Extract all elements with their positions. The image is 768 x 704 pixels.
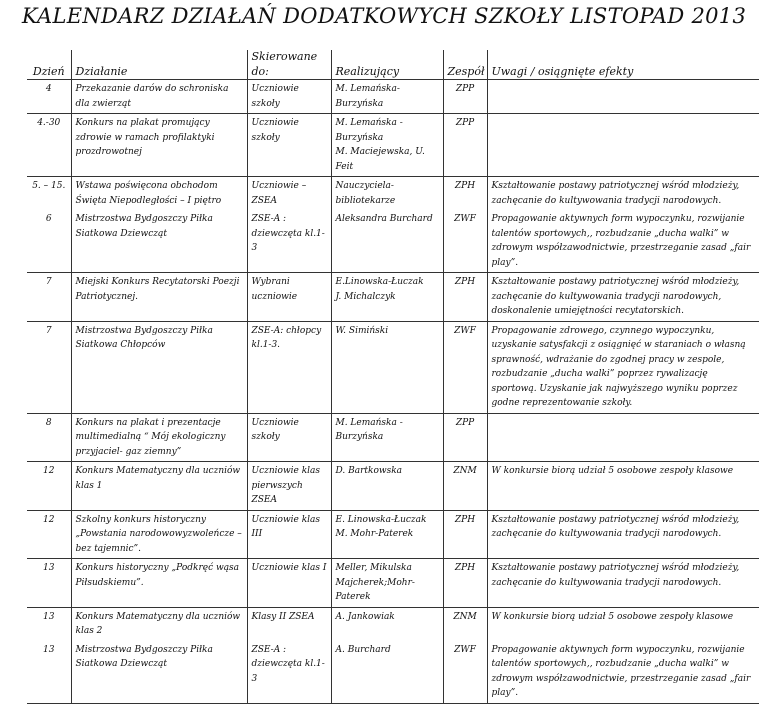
target-cell: Uczniowie klas I xyxy=(247,559,331,608)
by-cell: M. Lemańska - Burzyńska xyxy=(331,413,443,462)
team-cell: ZPP xyxy=(443,413,487,462)
notes-cell: W konkursie biorą udział 5 osobowe zespoły klasowe xyxy=(487,462,759,511)
table-row xyxy=(27,114,759,177)
by-cell: E.Linowska-Łuczak J. Michalczyk xyxy=(331,273,443,322)
header-action: Działanie xyxy=(71,50,247,80)
team-cell: ZWF xyxy=(443,641,487,704)
notes-cell xyxy=(487,114,759,177)
target-cell: Klasy II ZSEA xyxy=(247,607,331,641)
team-cell: ZPH xyxy=(443,510,487,559)
target-cell: Uczniowie klas III xyxy=(247,510,331,559)
by-cell: Nauczyciela- bibliotekarze xyxy=(331,177,443,211)
target-cell: ZSE-A : dziewczęta kl.1-3 xyxy=(247,210,331,273)
target-cell: Wybrani uczniowie xyxy=(247,273,331,322)
team-cell: ZPP xyxy=(443,114,487,177)
day-cell: 7 xyxy=(27,273,71,322)
team-cell: ZPH xyxy=(443,273,487,322)
action-cell: Szkolny konkurs historyczny „Powstania narodowowyzwoleńcze – bez tajemnic”. xyxy=(71,510,247,559)
by-cell: D. Bartkowska xyxy=(331,462,443,511)
notes-cell: Kształtowanie postawy patriotycznej wśród młodzieży, zachęcanie do kultywowania tradycji narodowych. xyxy=(487,510,759,559)
team-cell: ZNM xyxy=(443,607,487,641)
team-cell: ZPH xyxy=(443,559,487,608)
action-cell: Konkurs historyczny „Podkręć wąsa Piłsudskiemu”. xyxy=(71,559,247,608)
by-cell: W. Simiński xyxy=(331,321,443,413)
activity-calendar-table xyxy=(27,50,759,704)
table-row xyxy=(27,510,759,559)
action-cell: Mistrzostwa Bydgoszczy Piłka Siatkowa Chłopców xyxy=(71,321,247,413)
day-cell: 5. – 15. xyxy=(32,181,66,191)
day-cell: 13 xyxy=(43,611,55,622)
team-cell: ZNM xyxy=(443,462,487,511)
by-cell: A. Burchard xyxy=(331,641,443,704)
by-cell: M. Lemańska - Burzyńska M. Maciejewska, U. Feit xyxy=(331,114,443,177)
header-by: Realizujący xyxy=(331,50,443,80)
table-row xyxy=(27,641,759,704)
target-cell: ZSE-A : dziewczęta kl.1-3 xyxy=(247,641,331,704)
target-cell: Uczniowie szkoły xyxy=(247,80,331,114)
target-cell: Uczniowie klas pierwszych ZSEA xyxy=(247,462,331,511)
day-cell: 13 xyxy=(27,641,71,704)
notes-cell: Kształtowanie postawy patriotycznej wśród młodzieży, zachęcanie do kultywowania tradycji narodowych. xyxy=(487,559,759,608)
header-notes: Uwagi / osiągnięte efekty xyxy=(487,50,759,80)
action-cell: Przekazanie darów do schroniska dla zwierząt xyxy=(71,80,247,114)
team-cell: ZWF xyxy=(443,210,487,273)
action-cell: Mistrzostwa Bydgoszczy Piłka Siatkowa Dziewcząt xyxy=(71,210,247,273)
table-row xyxy=(27,80,759,114)
notes-cell: Propagowanie aktywnych form wypoczynku, rozwijanie talentów sportowych,, rozbudzanie „ducha walki” w zdrowym współzawodnictwie, przestrzeganie zasad „fair play”. xyxy=(487,641,759,704)
team-cell: ZWF xyxy=(443,321,487,413)
table-row xyxy=(27,413,759,462)
action-cell: Konkurs Matematyczny dla uczniów klas 2 xyxy=(71,607,247,641)
target-cell: Uczniowie szkoły xyxy=(247,413,331,462)
day-cell: 4.-30 xyxy=(27,114,71,177)
header-team: Zespół xyxy=(443,50,487,80)
table-row xyxy=(27,210,759,273)
day-cell: 6 xyxy=(27,210,71,273)
header-row xyxy=(27,50,759,80)
action-cell: Mistrzostwa Bydgoszczy Piłka Siatkowa Dziewcząt xyxy=(71,641,247,704)
team-cell: ZPP xyxy=(443,80,487,114)
notes-cell: Propagowanie aktywnych form wypoczynku, rozwijanie talentów sportowych,, rozbudzanie „ducha walki” w zdrowym współzawodnictwie, przestrzeganie zasad „fair play”. xyxy=(487,210,759,273)
day-cell: 4 xyxy=(27,80,71,114)
target-cell: Uczniowie – ZSEA xyxy=(247,177,331,211)
notes-cell: Kształtowanie postawy patriotycznej wśród młodzieży, zachęcanie do kultywowania tradycji narodowych. xyxy=(487,177,759,211)
header-target: Skierowane do: xyxy=(247,50,331,80)
action-cell: Wstawa poświęcona obchodom Święta Niepodległości – I piętro xyxy=(71,177,247,211)
table-row xyxy=(27,559,759,608)
action-cell: Miejski Konkurs Recytatorski Poezji Patriotycznej. xyxy=(71,273,247,322)
day-cell: 12 xyxy=(27,462,71,511)
day-cell: 12 xyxy=(27,510,71,559)
notes-cell: Propagowanie zdrowego, czynnego wypoczynku, uzyskanie satysfakcji z osiągnięć w staraniach o własną sprawność, wdrażanie do zgodnej pracy w zespole, rozbudzanie „ducha walki” poprzez rywalizację sportową. Uzyskanie jak najwyższego wyniku poprzez godne reprezentowanie szkoły. xyxy=(487,321,759,413)
day-cell: 8 xyxy=(27,413,71,462)
document-title: KALENDARZ DZIAŁAŃ DODATKOWYCH SZKOŁY LISTOPAD 2013 xyxy=(21,4,747,28)
by-cell: A. Jankowiak xyxy=(331,607,443,641)
notes-cell: Kształtowanie postawy patriotycznej wśród młodzieży, zachęcanie do kultywowania tradycji narodowych, doskonalenie umiejętności recytatorskich. xyxy=(487,273,759,322)
notes-cell xyxy=(487,80,759,114)
target-cell: Uczniowie szkoły xyxy=(247,114,331,177)
by-cell: Aleksandra Burchard xyxy=(331,210,443,273)
by-cell: Meller, Mikulska Majcherek;Mohr-Paterek xyxy=(331,559,443,608)
table-row xyxy=(27,273,759,322)
day-cell: 13 xyxy=(27,559,71,608)
action-cell: Konkurs na plakat promujący zdrowie w ramach profilaktyki prozdrowotnej xyxy=(71,114,247,177)
by-cell: E. Linowska-Łuczak M. Mohr-Paterek xyxy=(331,510,443,559)
team-cell: ZPH xyxy=(443,177,487,211)
action-cell: Konkurs Matematyczny dla uczniów klas 1 xyxy=(71,462,247,511)
table-row xyxy=(27,607,759,641)
table-row xyxy=(27,177,759,211)
by-cell: M. Lemańska- Burzyńska xyxy=(331,80,443,114)
day-cell: 7 xyxy=(27,321,71,413)
notes-cell xyxy=(487,413,759,462)
target-cell: ZSE-A: chłopcy kl.1-3. xyxy=(247,321,331,413)
table-row xyxy=(27,462,759,511)
action-cell: Konkurs na plakat i prezentacje multimedialną “ Mój ekologiczny przyjaciel- gaz ziemny” xyxy=(71,413,247,462)
header-day: Dzień xyxy=(27,50,71,80)
table-row xyxy=(27,321,759,413)
notes-cell: W konkursie biorą udział 5 osobowe zespoły klasowe xyxy=(487,607,759,641)
